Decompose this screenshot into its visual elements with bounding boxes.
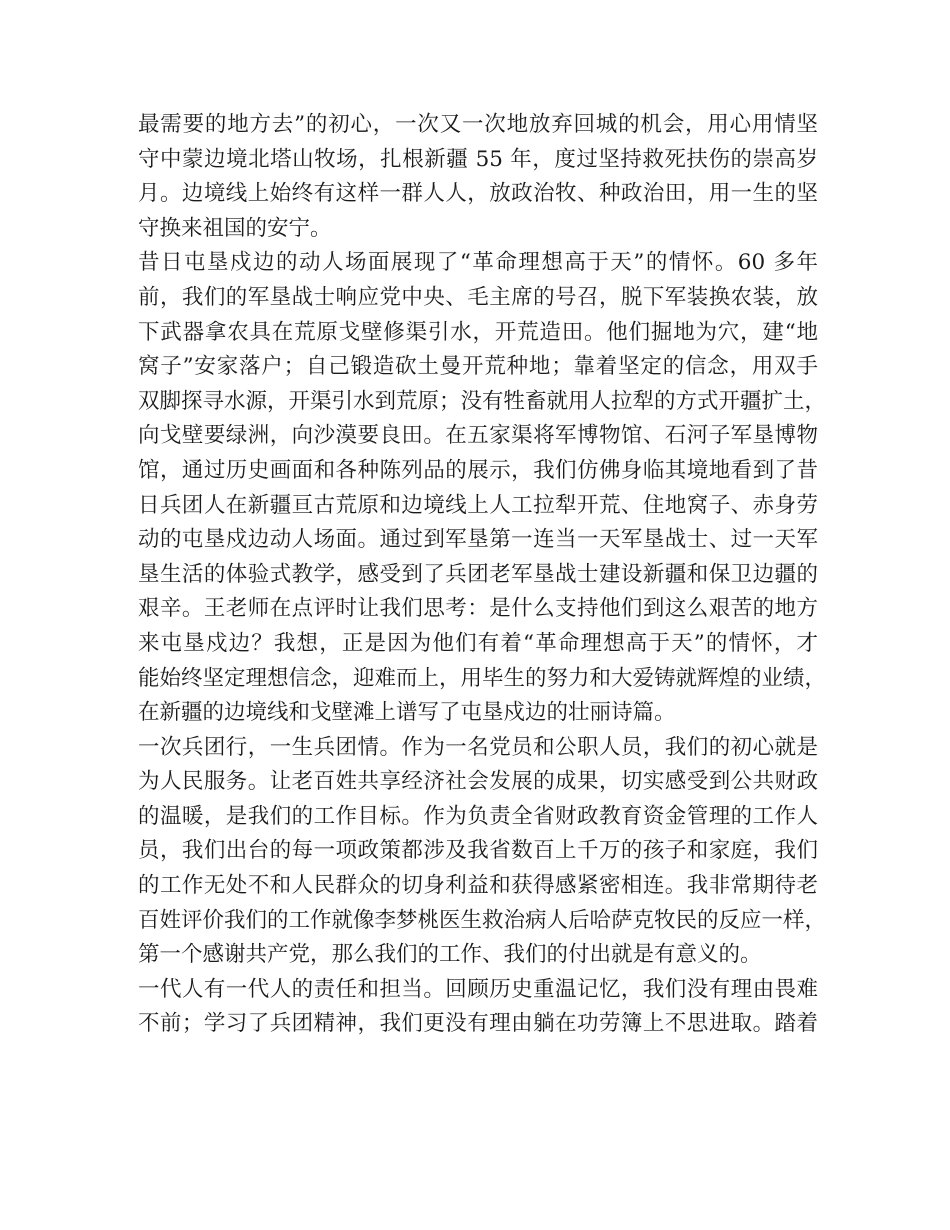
text-line: 艰辛。王老师在点评时让我们思考：是什么支持他们到这么艰苦的地方 bbox=[138, 596, 818, 622]
text-line: 不前；学习了兵团精神，我们更没有理由躺在功劳簿上不思进取。踏着 bbox=[138, 1011, 818, 1037]
paragraph-3 bbox=[138, 731, 827, 973]
text-line: 馆，通过历史画面和各种陈列品的展示，我们仿佛身临其境地看到了昔 bbox=[138, 457, 818, 483]
paragraph-4 bbox=[138, 973, 818, 1042]
paragraph-1 bbox=[138, 108, 818, 246]
text-line: 在新疆的边境线和戈壁滩上谱写了屯垦戍边的壮丽诗篇。 bbox=[138, 700, 676, 726]
text-line: 日兵团人在新疆亘古荒原和边境线上人工拉犁开荒、住地窝子、赤身劳 bbox=[138, 492, 818, 518]
text-line: 向戈壁要绿洲，向沙漠要良田。在五家渠将军博物馆、石河子军垦博物 bbox=[138, 423, 818, 449]
text-line: 守中蒙边境北塔山牧场，扎根新疆 55 年，度过坚持救死扶伤的崇高岁 bbox=[138, 146, 818, 172]
text-line: 第一个感谢共产党，那么我们的工作、我们的付出就是有意义的。 bbox=[138, 942, 762, 968]
text-line: 窝子”安家落户；自己锻造砍土曼开荒种地；靠着坚定的信念，用双手 bbox=[138, 354, 818, 380]
text-line: 百姓评价我们的工作就像李梦桃医生救治病人后哈萨克牧民的反应一样， bbox=[138, 907, 827, 933]
text-line: 守换来祖国的安宁。 bbox=[138, 215, 332, 241]
text-line: 垦生活的体验式教学，感受到了兵团老军垦战士建设新疆和保卫边疆的 bbox=[138, 561, 818, 587]
paragraph-2 bbox=[138, 246, 827, 730]
text-line: 动的屯垦戍边动人场面。通过到军垦第一连当一天军垦战士、过一天军 bbox=[138, 527, 818, 553]
text-line: 月。边境线上始终有这样一群人人，放政治牧、种政治田，用一生的坚 bbox=[138, 181, 818, 207]
text-line: 员，我们出台的每一项政策都涉及我省数百上千万的孩子和家庭，我们 bbox=[138, 838, 818, 864]
text-line: 最需要的地方去”的初心，一次又一次地放弃回城的机会，用心用情坚 bbox=[138, 112, 818, 137]
text-line: 双脚探寻水源，开渠引水到荒原；没有牲畜就用人拉犁的方式开疆扩土， bbox=[138, 388, 827, 414]
text-line: 来屯垦戍边？我想，正是因为他们有着“革命理想高于天”的情怀，才 bbox=[138, 630, 818, 656]
text-line: 一代人有一代人的责任和担当。回顾历史重温记忆，我们没有理由畏难 bbox=[138, 976, 818, 1002]
text-line: 一次兵团行，一生兵团情。作为一名党员和公职人员，我们的初心就是 bbox=[138, 734, 818, 760]
text-line: 下武器拿农具在荒原戈壁修渠引水，开荒造田。他们掘地为穴，建“地 bbox=[138, 319, 818, 345]
text-line: 为人民服务。让老百姓共享经济社会发展的成果，切实感受到公共财政 bbox=[138, 769, 818, 795]
text-line: 昔日屯垦戍边的动人场面展现了“革命理想高于天”的情怀。60 多年 bbox=[138, 250, 818, 276]
document-page bbox=[138, 108, 827, 1042]
text-line: 的工作无处不和人民群众的切身利益和获得感紧密相连。我非常期待老 bbox=[138, 873, 818, 899]
text-line: 前，我们的军垦战士响应党中央、毛主席的号召，脱下军装换农装，放 bbox=[138, 284, 818, 310]
text-line: 的温暖，是我们的工作目标。作为负责全省财政教育资金管理的工作人 bbox=[138, 803, 818, 829]
text-line: 能始终坚定理想信念，迎难而上，用毕生的努力和大爱铸就辉煌的业绩， bbox=[138, 665, 827, 691]
